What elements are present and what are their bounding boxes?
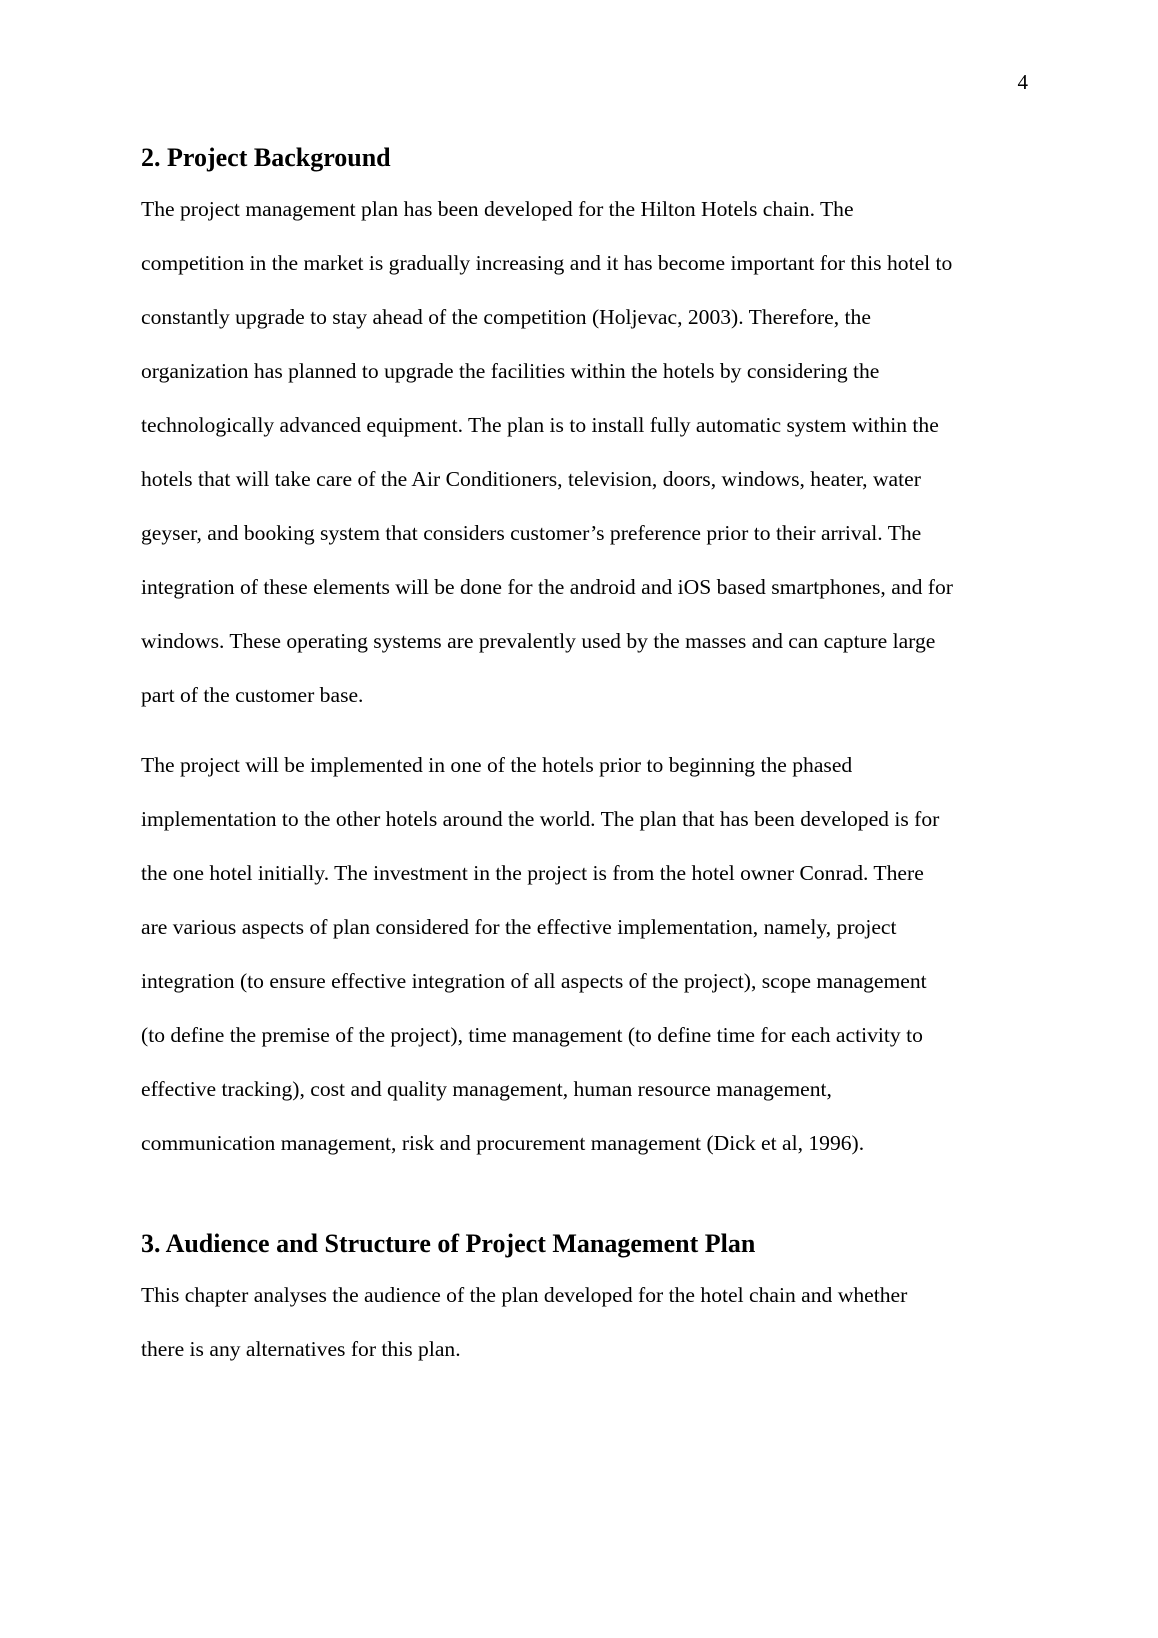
paragraph-audience-structure (141, 1268, 1031, 1376)
text-line: competition in the market is gradually increasing and it has become important for this hotel to (141, 251, 953, 275)
paragraph-project-background-1 (141, 182, 1031, 722)
text-line: windows. These operating systems are prevalently used by the masses and can capture large (141, 629, 936, 653)
text-line: geyser, and booking system that considers customer’s preference prior to their arrival. The (141, 521, 922, 545)
text-line: technologically advanced equipment. The plan is to install fully automatic system within the (141, 413, 939, 437)
page-number: 4 (1017, 70, 1028, 94)
text-line: integration of these elements will be done for the android and iOS based smartphones, and for (141, 575, 953, 599)
text-line: (to define the premise of the project), time management (to define time for each activity to (141, 1023, 923, 1047)
text-line: The project will be implemented in one of the hotels prior to beginning the phased (141, 753, 853, 777)
text-line: there is any alternatives for this plan. (141, 1337, 461, 1361)
text-line: organization has planned to upgrade the facilities within the hotels by considering the (141, 359, 880, 383)
paragraph-project-background-2 (141, 738, 1031, 1170)
text-line: integration (to ensure effective integration of all aspects of the project), scope management (141, 969, 927, 993)
text-line: communication management, risk and procurement management (Dick et al, 1996). (141, 1131, 865, 1155)
text-line: This chapter analyses the audience of the plan developed for the hotel chain and whether (141, 1283, 908, 1307)
text-line: the one hotel initially. The investment in the project is from the hotel owner Conrad. There (141, 861, 924, 885)
section-heading-project-background: 2. Project Background (141, 143, 391, 172)
text-line: part of the customer base. (141, 683, 364, 707)
text-line: The project management plan has been developed for the Hilton Hotels chain. The (141, 197, 854, 221)
section-heading-audience-structure: 3. Audience and Structure of Project Management Plan (141, 1229, 756, 1258)
text-line: are various aspects of plan considered for the effective implementation, namely, project (141, 915, 897, 939)
text-line: implementation to the other hotels around the world. The plan that has been developed is for (141, 807, 940, 831)
page-content (141, 138, 1031, 1376)
text-line: hotels that will take care of the Air Conditioners, television, doors, windows, heater, water (141, 467, 921, 491)
text-line: constantly upgrade to stay ahead of the competition (Holjevac, 2003). Therefore, the (141, 305, 871, 329)
text-line: effective tracking), cost and quality management, human resource management, (141, 1077, 832, 1101)
